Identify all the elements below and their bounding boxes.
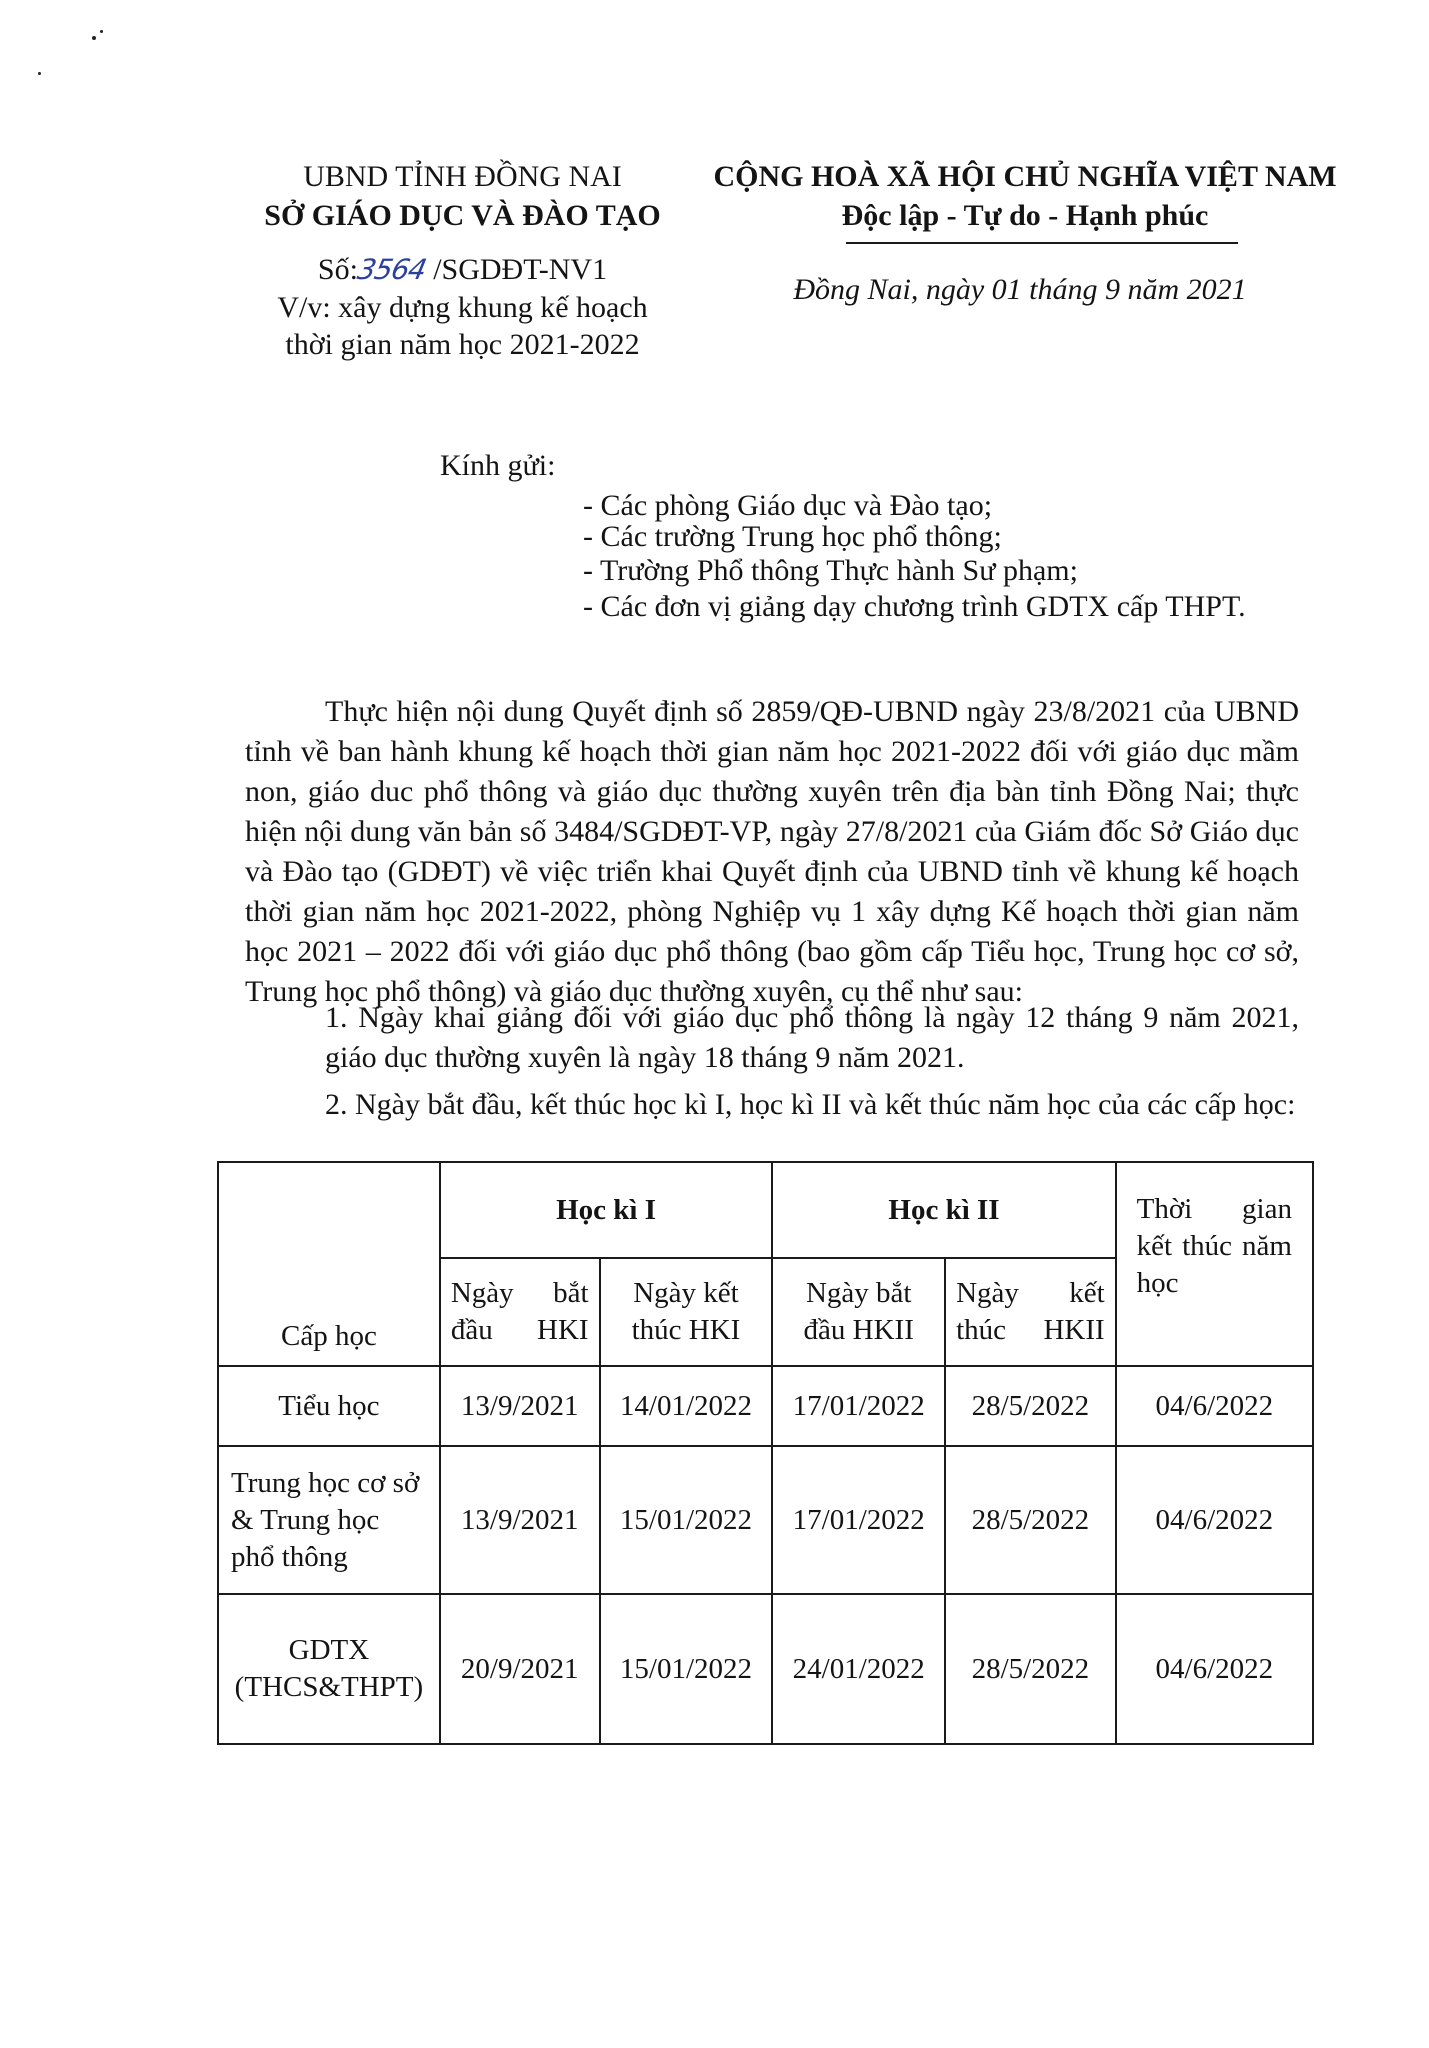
header-semester-2: Học kì II — [772, 1162, 1115, 1258]
issuing-authority: UBND TỈNH ĐỒNG NAI — [303, 160, 622, 193]
cell-start-hk2: 17/01/2022 — [772, 1446, 945, 1594]
cell-level: GDTX (THCS&THPT) — [218, 1594, 440, 1744]
cell-end-hk2: 28/5/2022 — [945, 1594, 1116, 1744]
cell-start-hk2: 24/01/2022 — [772, 1594, 945, 1744]
cell-start-hk1: 20/9/2021 — [440, 1594, 600, 1744]
scan-speck — [100, 30, 103, 33]
table-header-row — [218, 1162, 1313, 1258]
cell-start-hk1: 13/9/2021 — [440, 1366, 600, 1446]
subheader-cell: Ngày bắt đầu HKI — [440, 1258, 600, 1366]
table-row — [218, 1366, 1313, 1446]
header-level — [218, 1162, 440, 1366]
list-item-2: 2. Ngày bắt đầu, kết thúc học kì I, học kì II và kết thúc năm học của các cấp học: — [325, 1088, 1296, 1121]
recipient-item: - Các đơn vị giảng dạy chương trình GDTX cấp THPT. — [583, 590, 1246, 623]
recipient-item: - Trường Phổ thông Thực hành Sư phạm; — [583, 554, 1078, 587]
place-date: Đồng Nai, ngày 01 tháng 9 năm 2021 — [793, 273, 1247, 306]
scan-speck — [38, 72, 41, 75]
recipients-label: Kính gửi: — [440, 449, 556, 482]
cell-year-end: 04/6/2022 — [1116, 1594, 1313, 1744]
cell-start-hk2: 17/01/2022 — [772, 1366, 945, 1446]
schedule-table — [217, 1161, 1314, 1745]
subheader-cell: Ngày kết thúc HKII — [945, 1258, 1116, 1366]
number-prefix: Số: — [317, 253, 358, 286]
number-suffix: /SGDĐT-NV1 — [433, 253, 608, 286]
issuing-department: SỞ GIÁO DỤC VÀ ĐÀO TẠO — [264, 199, 661, 232]
cell-end-hk1: 15/01/2022 — [600, 1446, 773, 1594]
cell-end-hk2: 28/5/2022 — [945, 1366, 1116, 1446]
cell-level: Trung học cơ sở & Trung học phổ thông — [218, 1446, 440, 1594]
intro-paragraph: Thực hiện nội dung Quyết định số 2859/QĐ-UBND ngày 23/8/2021 của UBND tỉnh về ban hành khung kế hoạch thời gian năm học 2021-2022 đối với giáo dục mầm non, giáo duc phổ thông và giáo dục thường xuyên trên địa bàn tỉnh Đồng Nai; thực hiện nội dung văn bản số 3484/SGDĐT-VP, ngày 27/8/2021 của Giám đốc Sở Giáo dục và Đào tạo (GDĐT) về việc triển khai Quyết định của UBND tỉnh về khung kế hoạch thời gian năm học 2021-2022, phòng Nghiệp vụ 1 xây dựng Kế hoạch thời gian năm học 2021 – 2022 đối với giáo dục phổ thông (bao gồm cấp Tiểu học, Trung học cơ sở, Trung học phổ thông) và giáo dục thường xuyên, cụ thể như sau: — [245, 695, 1299, 1008]
cell-end-hk2: 28/5/2022 — [945, 1446, 1116, 1594]
cell-level: Tiểu học — [218, 1366, 440, 1446]
recipient-item: - Các phòng Giáo dục và Đào tạo; — [583, 489, 993, 522]
cell-end-hk1: 15/01/2022 — [600, 1594, 773, 1744]
cell-start-hk1: 13/9/2021 — [440, 1446, 600, 1594]
header-year-end-label: Thời gian kết thúc năm học — [1136, 1193, 1292, 1299]
subheader-cell: Ngày bắt đầu HKII — [772, 1258, 945, 1366]
list-item-1: 1. Ngày khai giảng đối với giáo dục phổ thông là ngày 12 tháng 9 năm 2021, giáo dục thường xuyên là ngày 18 tháng 9 năm 2021. — [325, 1001, 1299, 1074]
subject-line-1: V/v: xây dựng khung kế hoạch — [277, 291, 648, 324]
subheader-cell: Ngày kết thúc HKI — [600, 1258, 773, 1366]
table-row — [218, 1594, 1313, 1744]
header-year-end — [1116, 1162, 1313, 1366]
country-name: CỘNG HOÀ XÃ HỘI CHỦ NGHĨA VIỆT NAM — [713, 160, 1337, 193]
scan-speck — [92, 36, 96, 40]
cell-end-hk1: 14/01/2022 — [600, 1366, 773, 1446]
cell-year-end: 04/6/2022 — [1116, 1446, 1313, 1594]
motto-underline — [846, 242, 1238, 244]
header-semester-1: Học kì I — [440, 1162, 772, 1258]
cell-year-end: 04/6/2022 — [1116, 1366, 1313, 1446]
table-row — [218, 1446, 1313, 1594]
national-motto: Độc lập - Tự do - Hạnh phúc — [841, 199, 1209, 232]
header-level-label: Cấp học — [281, 1320, 377, 1352]
recipient-item: - Các trường Trung học phổ thông; — [583, 520, 1002, 553]
handwritten-number: 3564 — [354, 253, 429, 286]
subject-line-2: thời gian năm học 2021-2022 — [285, 328, 640, 361]
document-number — [245, 250, 680, 290]
